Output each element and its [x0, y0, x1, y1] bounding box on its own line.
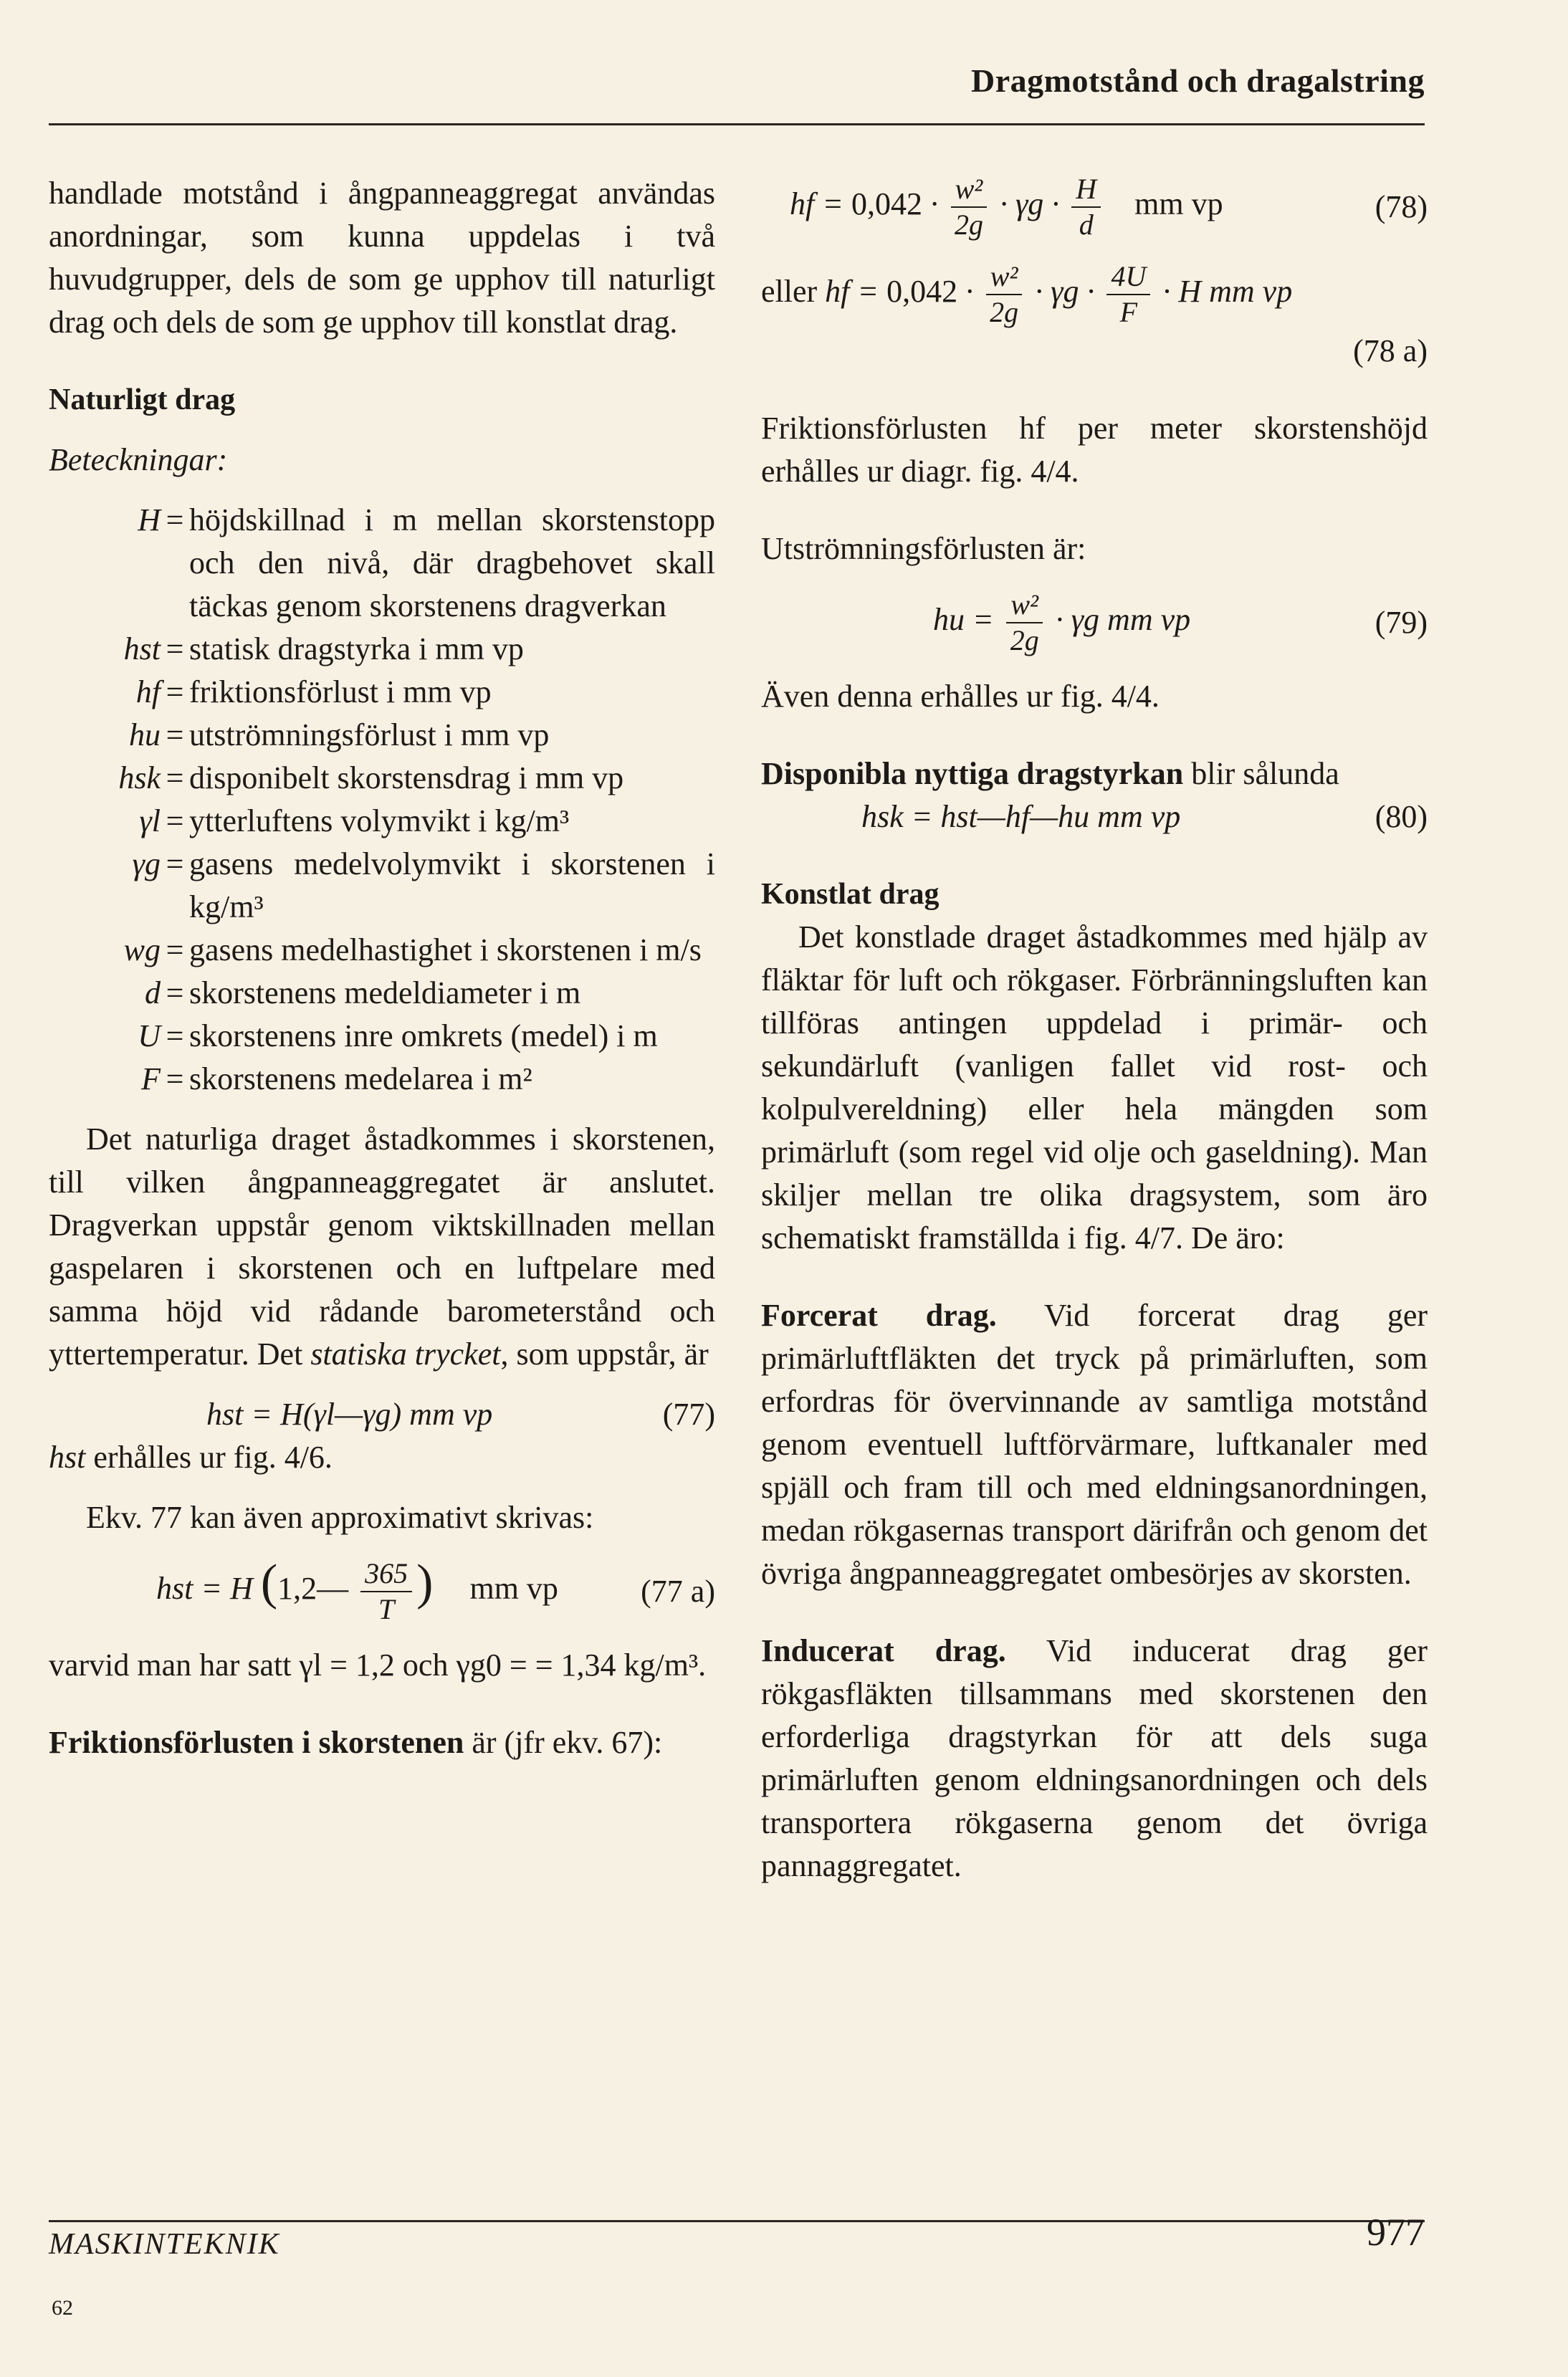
definition-row: U = skorstenens inre omkrets (medel) i m: [49, 1015, 715, 1058]
definition-symbol: hf: [135, 674, 161, 709]
equation-80: hsk = hst—hf—hu mm vp (80): [861, 799, 1428, 834]
definition-symbol: γg: [132, 846, 161, 881]
forced-draft-paragraph: Forcerat drag. Vid forcerat drag ger primärluftfläkten det tryck på primärluften, som erfordras för övervinnande av samtliga motstånd genom eventuell luftförvärmare, luftkanaler med spjäll och fram till och med eldningsanordningen, medan rökgasernas transport därifrån och genom det övriga ångpanneaggregatet ombesörjes av skorsten.: [761, 1298, 1428, 1591]
definition-symbol: hst: [123, 631, 161, 666]
varvid-paragraph: varvid man har satt γl = 1,2 och γg0 = = 1,34 kg/m³.: [49, 1647, 707, 1683]
definition-row: γg = gasens medelvolymvikt i skorstenen i kg/m³: [49, 843, 715, 929]
definition-text: skorstenens medeldiameter i m: [189, 975, 581, 1010]
sheet-number: 62: [52, 2296, 73, 2320]
left-column: [49, 172, 715, 1764]
definition-row: hst = statisk dragstyrka i mm vp: [49, 628, 715, 671]
definition-text: friktionsförlust i mm vp: [189, 674, 492, 709]
definition-symbol: wg: [123, 932, 161, 967]
definition-text: utströmningsförlust i mm vp: [189, 717, 550, 752]
equation-78a-number: (78 a): [1353, 333, 1428, 368]
definition-text: disponibelt skorstensdrag i mm vp: [189, 760, 624, 795]
page-number: 977: [1367, 2211, 1425, 2254]
definition-symbol: γl: [139, 803, 161, 838]
definitions-list: [49, 499, 715, 1101]
definition-row: H = höjdskillnad i m mellan skorstenstopp och den nivå, där dragbehovet skall täckas genom skorstenens dragverkan: [49, 499, 715, 628]
hst-line: hst erhålles ur fig. 4/6.: [49, 1440, 333, 1475]
definition-row: hu = utströmningsförlust i mm vp: [49, 714, 715, 757]
equation-79: hu = $\frac{\text{w²}}{2g}$ · γg mm vp (79): [933, 588, 1428, 656]
heading-natural-draft: Naturligt drag: [49, 383, 236, 416]
definition-symbol: U: [138, 1018, 161, 1053]
right-column: [761, 172, 1428, 1888]
notation-label: Beteckningar:: [49, 442, 228, 477]
definition-symbol: F: [141, 1061, 161, 1096]
induced-draft-paragraph: Inducerat drag. Vid inducerat drag ger rökgasfläkten tillsammans med skorstenen den erforderliga dragstyrkan för att dels suga primärluften genom eldningsanordningen och dels transportera rökgaserna genom det övriga pannaggregatet.: [761, 1633, 1428, 1883]
definition-text: höjdskillnad i m mellan skorstenstopp och den nivå, där dragbehovet skall täckas genom skorstenens dragverkan: [189, 502, 715, 623]
definition-text: skorstenens inre omkrets (medel) i m: [189, 1018, 658, 1053]
footer-rule: [49, 2220, 1425, 2222]
equation-77: hst = H(γl—γg) mm vp (77): [206, 1397, 715, 1432]
definition-symbol: d: [145, 975, 161, 1010]
definition-row: d = skorstenens medeldiameter i m: [49, 972, 715, 1015]
intro-paragraph: handlade motstånd i ångpanneaggregat användas anordningar, som kunna uppdelas i två huvudgrupper, dels de som ge upphov till naturligt drag och dels de som ge upphov till konstlat drag.: [49, 176, 715, 340]
definition-text: ytterluftens volymvikt i kg/m³: [189, 803, 570, 838]
heading-outflow: Utströmningsförlusten är:: [761, 531, 1086, 566]
journal-name: MASKINTEKNIK: [49, 2228, 280, 2261]
header-rule: [49, 123, 1425, 125]
equation-78a: eller hf = 0,042 · $\frac{\text{w²}}{2g}$ · γg · $\frac{4U}{F}$ · H mm vp: [761, 260, 1293, 328]
ekv77-line: Ekv. 77 kan även approximativt skrivas:: [86, 1500, 594, 1535]
definition-text: statisk dragstyrka i mm vp: [189, 631, 524, 666]
definition-text: skorstenens medelarea i m²: [189, 1061, 532, 1096]
equation-77a: hst = H (1,2— $\frac{365}{T}$ ) mm vp (77 a): [156, 1555, 715, 1625]
artificial-paragraph: Det konstlade draget åstadkommes med hjälp av fläktar för luft och rökgaser. Förbränningsluften kan tillföras antingen uppdelad i primär- och sekundärluft (vanligen fallet vid rost- och kolpulvereldning) eller hela mängden som primärluft (som regel vid olje och gaseldning). Man skiljer mellan tre olika dragsystem, som äro schematiskt framställda i fig. 4/7. De äro:: [761, 919, 1428, 1256]
friction-heading: Friktionsförlusten i skorstenen är (jfr ekv. 67):: [49, 1725, 663, 1760]
natural-draft-paragraph: Det naturliga draget åstadkommes i skorstenen, till vilken ångpanneaggregatet är anslutet. Dragverkan uppstår genom viktskillnaden mellan gaspelaren i skorstenen och en luftpelare med samma höjd vid rådande barometerstånd och yttertemperatur. Det statiska trycket, som uppstår, är: [49, 1121, 715, 1372]
friction-paragraph: Friktionsförlusten hf per meter skorstenshöjd erhålles ur diagr. fig. 4/4.: [761, 411, 1428, 489]
definition-row: wg = gasens medelhastighet i skorstenen i m/s: [49, 929, 715, 972]
definition-text: gasens medelvolymvikt i skorstenen i kg/m³: [189, 846, 715, 924]
definition-row: γl = ytterluftens volymvikt i kg/m³: [49, 800, 715, 843]
definition-symbol: H: [138, 502, 161, 537]
heading-artificial-draft: Konstlat drag: [761, 878, 940, 911]
equation-78: hf = 0,042 · $\frac{\text{w²}}{2g}$ · γg · $\frac{H}{d}$ mm vp (78): [790, 173, 1428, 241]
definition-row: F = skorstenens medelarea i m²: [49, 1058, 715, 1101]
definition-row: hsk = disponibelt skorstensdrag i mm vp: [49, 757, 715, 800]
definition-symbol: hu: [129, 717, 161, 752]
definition-text: gasens medelhastighet i skorstenen i m/s: [189, 932, 702, 967]
definition-row: hf = friktionsförlust i mm vp: [49, 671, 715, 714]
heading-available: Disponibla nyttiga dragstyrkan blir sålunda: [761, 756, 1339, 791]
outflow-paragraph: Även denna erhålles ur fig. 4/4.: [761, 679, 1160, 714]
running-header: Dragmotstånd och dragalstring: [971, 62, 1425, 99]
definition-symbol: hsk: [118, 760, 161, 795]
